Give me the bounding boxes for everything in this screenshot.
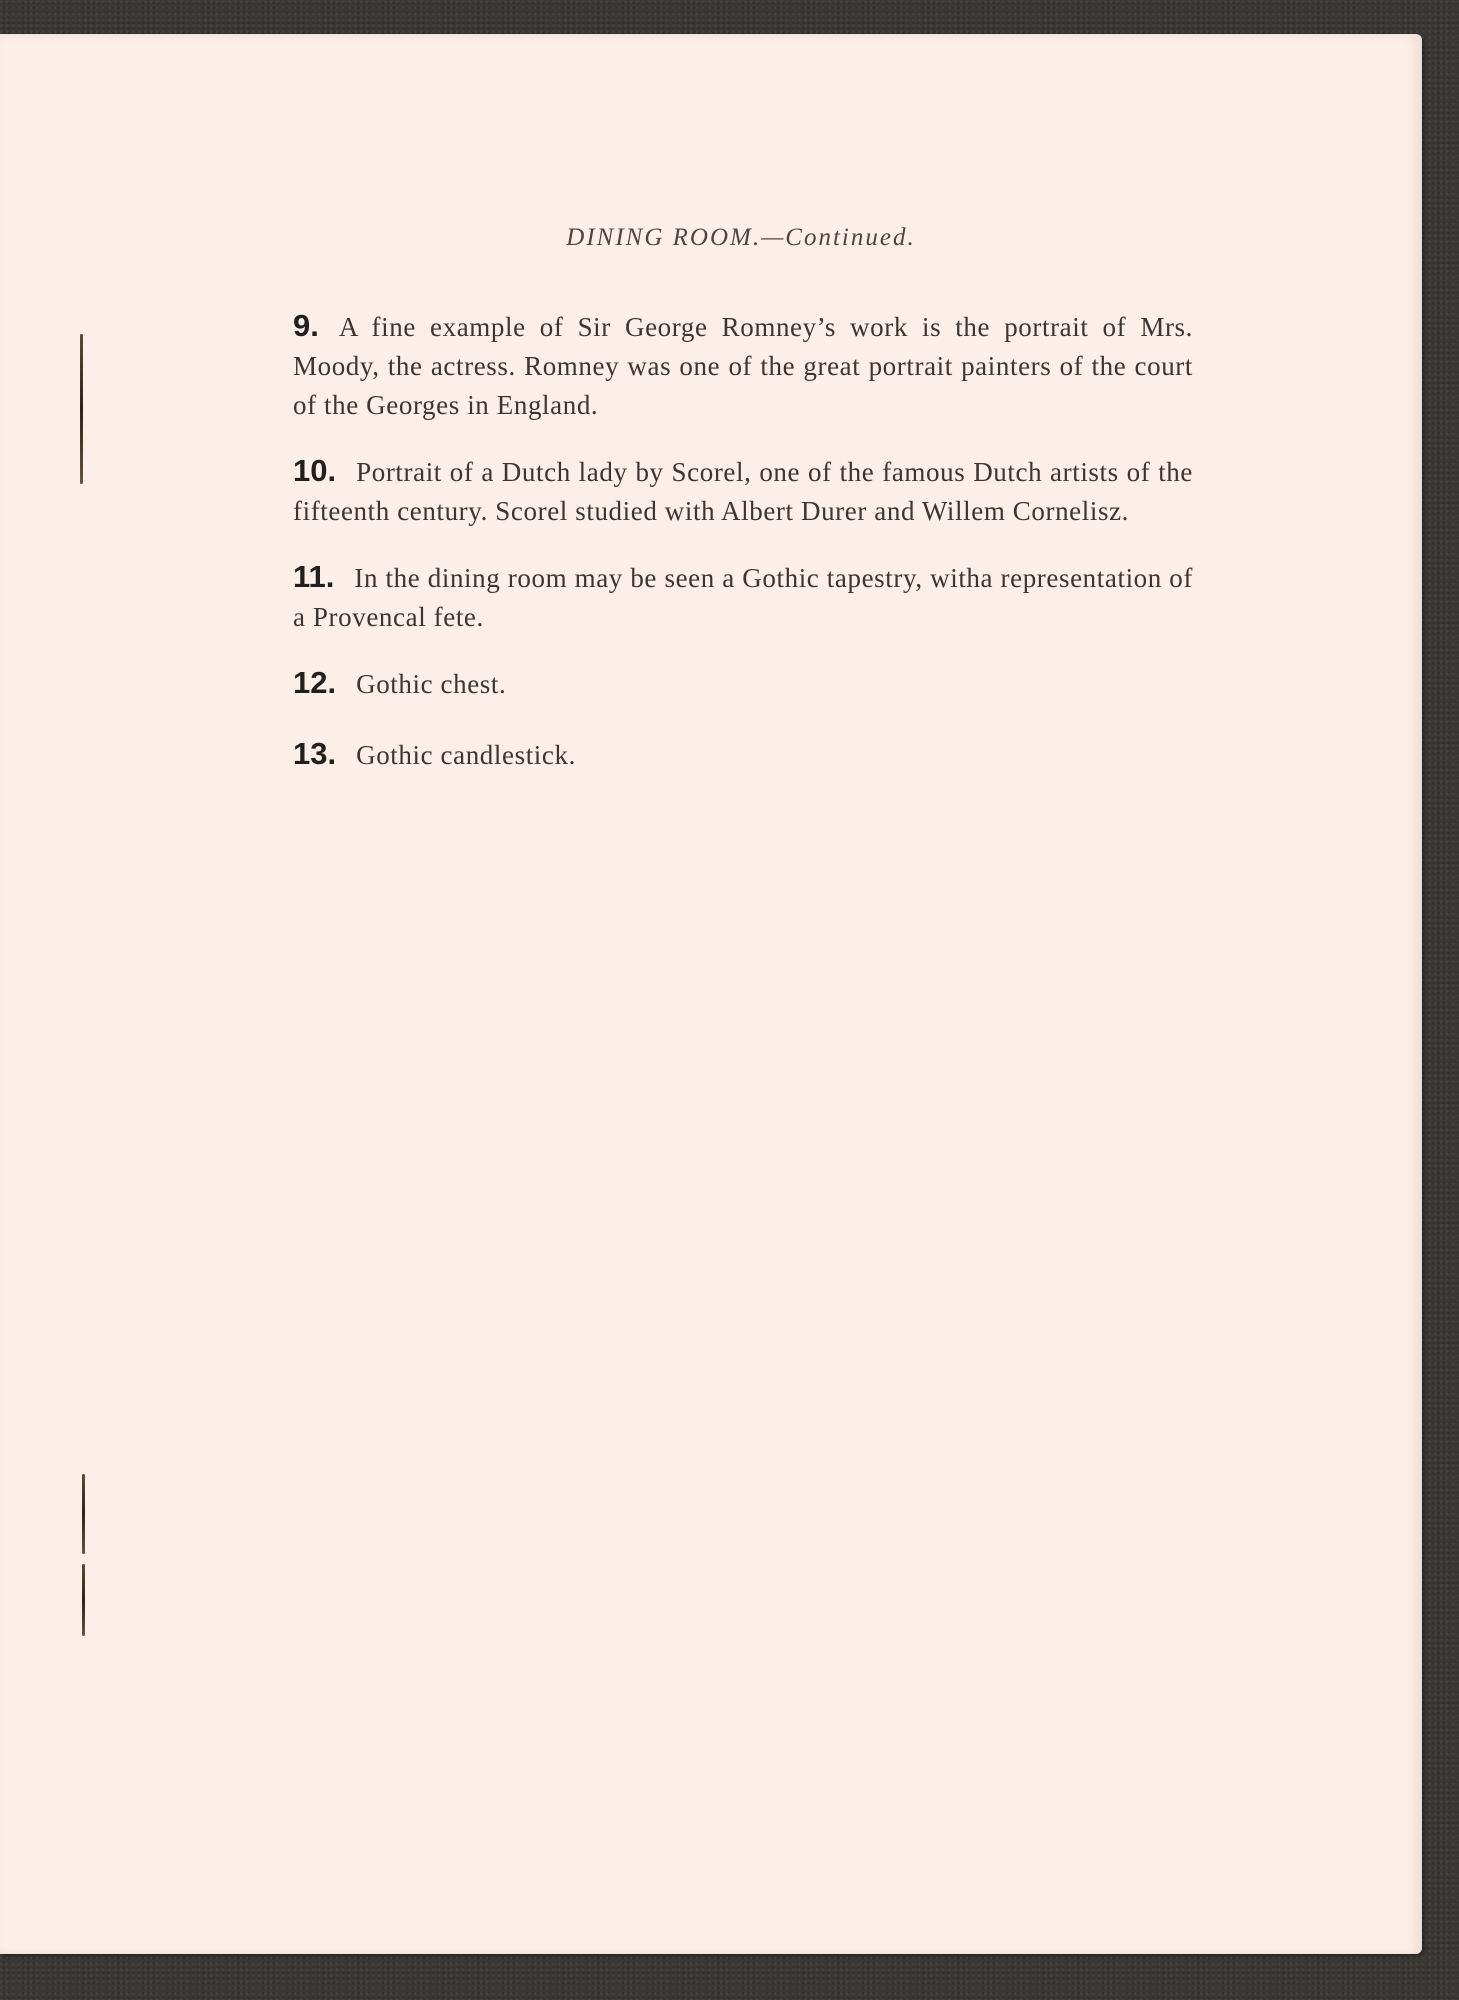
entry-list — [293, 306, 1193, 805]
entry-number: 12. — [293, 665, 337, 700]
entry-12 — [293, 663, 1193, 704]
entry-number: 9. — [293, 308, 319, 343]
entry-number: 11. — [293, 559, 335, 594]
entry-10 — [293, 451, 1193, 531]
binding-stitch — [82, 1564, 85, 1636]
entry-text: A fine example of Sir George Romney’s work is the portrait of Mrs. Moody, the actress. Romney was one of the great portrait painters of the court of the Georges in England. — [293, 312, 1193, 420]
entry-11 — [293, 557, 1193, 637]
entry-number: 13. — [293, 736, 337, 771]
page-header: DINING ROOM.—Continued. — [566, 224, 916, 251]
entry-13 — [293, 734, 1193, 775]
binding-stitch — [80, 334, 83, 484]
entry-text: In the dining room may be seen a Gothic tapestry, witha representation of a Provencal fete. — [293, 563, 1193, 632]
entry-number: 10. — [293, 453, 337, 488]
entry-text: Gothic chest. — [356, 669, 507, 699]
entry-text: Portrait of a Dutch lady by Scorel, one of the famous Dutch artists of the fifteenth century. Scorel studied with Albert Durer and Willem Cornelisz. — [293, 457, 1193, 526]
entry-text: Gothic candlestick. — [356, 740, 576, 770]
entry-9 — [293, 306, 1193, 425]
binding-stitch — [82, 1474, 85, 1554]
